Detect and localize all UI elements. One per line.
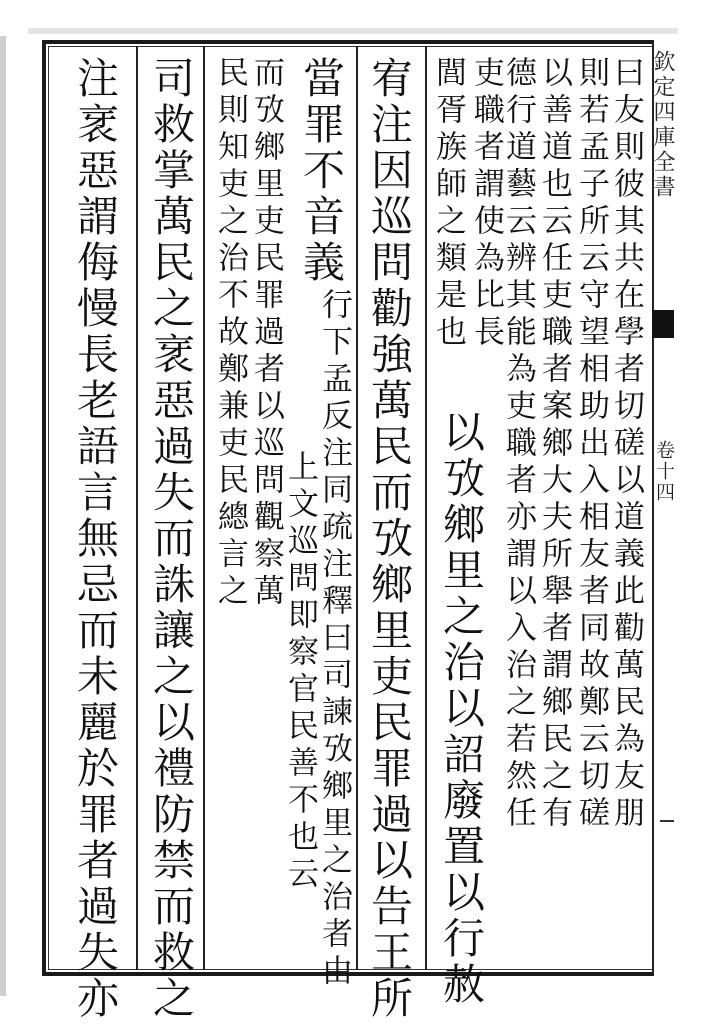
text-column: 上文巡問即察官民善不也云: [282, 450, 318, 894]
column-rule: [136, 46, 138, 970]
text-column: 以善道也云任吏職者案鄉大夫所舉者謂鄉民之有: [536, 56, 572, 833]
fishtail-mark: [652, 310, 674, 338]
main-text-column: 注衺惡謂侮慢長老語言無忌而未麗於罪者過失亦: [71, 56, 120, 1022]
text-column: 曰友則彼其共在學者切磋以道義此勸萬民為友朋: [608, 56, 644, 833]
text-column: 吏職者謂使為比長: [468, 56, 504, 352]
text-column: 行下孟反注同疏注釋曰司諫攷鄉里之治者由: [316, 288, 352, 991]
juan-number: 卷十四: [653, 440, 675, 503]
text-column: 則若孟子所云守望相助出入相友者同故鄭云切磋: [573, 56, 609, 833]
scan-shadow: [28, 28, 678, 34]
book-title: 欽定四庫全書: [650, 50, 675, 200]
column-rule: [356, 46, 358, 970]
column-rule: [203, 46, 205, 970]
scan-edge: [0, 36, 6, 996]
main-text-column: 以攷鄉里之治以詔廢置以行赦: [437, 410, 486, 1008]
main-text-column: 司救掌萬民之衺惡過失而誅讓之以禮防禁而救之: [147, 56, 196, 1022]
text-column: 民則知吏之治不故鄭兼吏民總言之: [212, 56, 248, 611]
main-text-column: 宥注因巡問勸強萬民而攷鄉里吏民罪過以告王所: [365, 56, 414, 1022]
column-rule: [425, 46, 427, 970]
text-column: 德行道藝云辨其能為吏職者亦謂以入治之若然任: [500, 56, 536, 833]
text-column: 而攷鄉里吏民罪過者以巡問觀察萬: [248, 56, 284, 611]
text-column: 閭胥族師之類是也: [430, 56, 466, 352]
margin-tick: [660, 820, 674, 822]
main-text-column: 當罪不音義: [297, 56, 346, 286]
